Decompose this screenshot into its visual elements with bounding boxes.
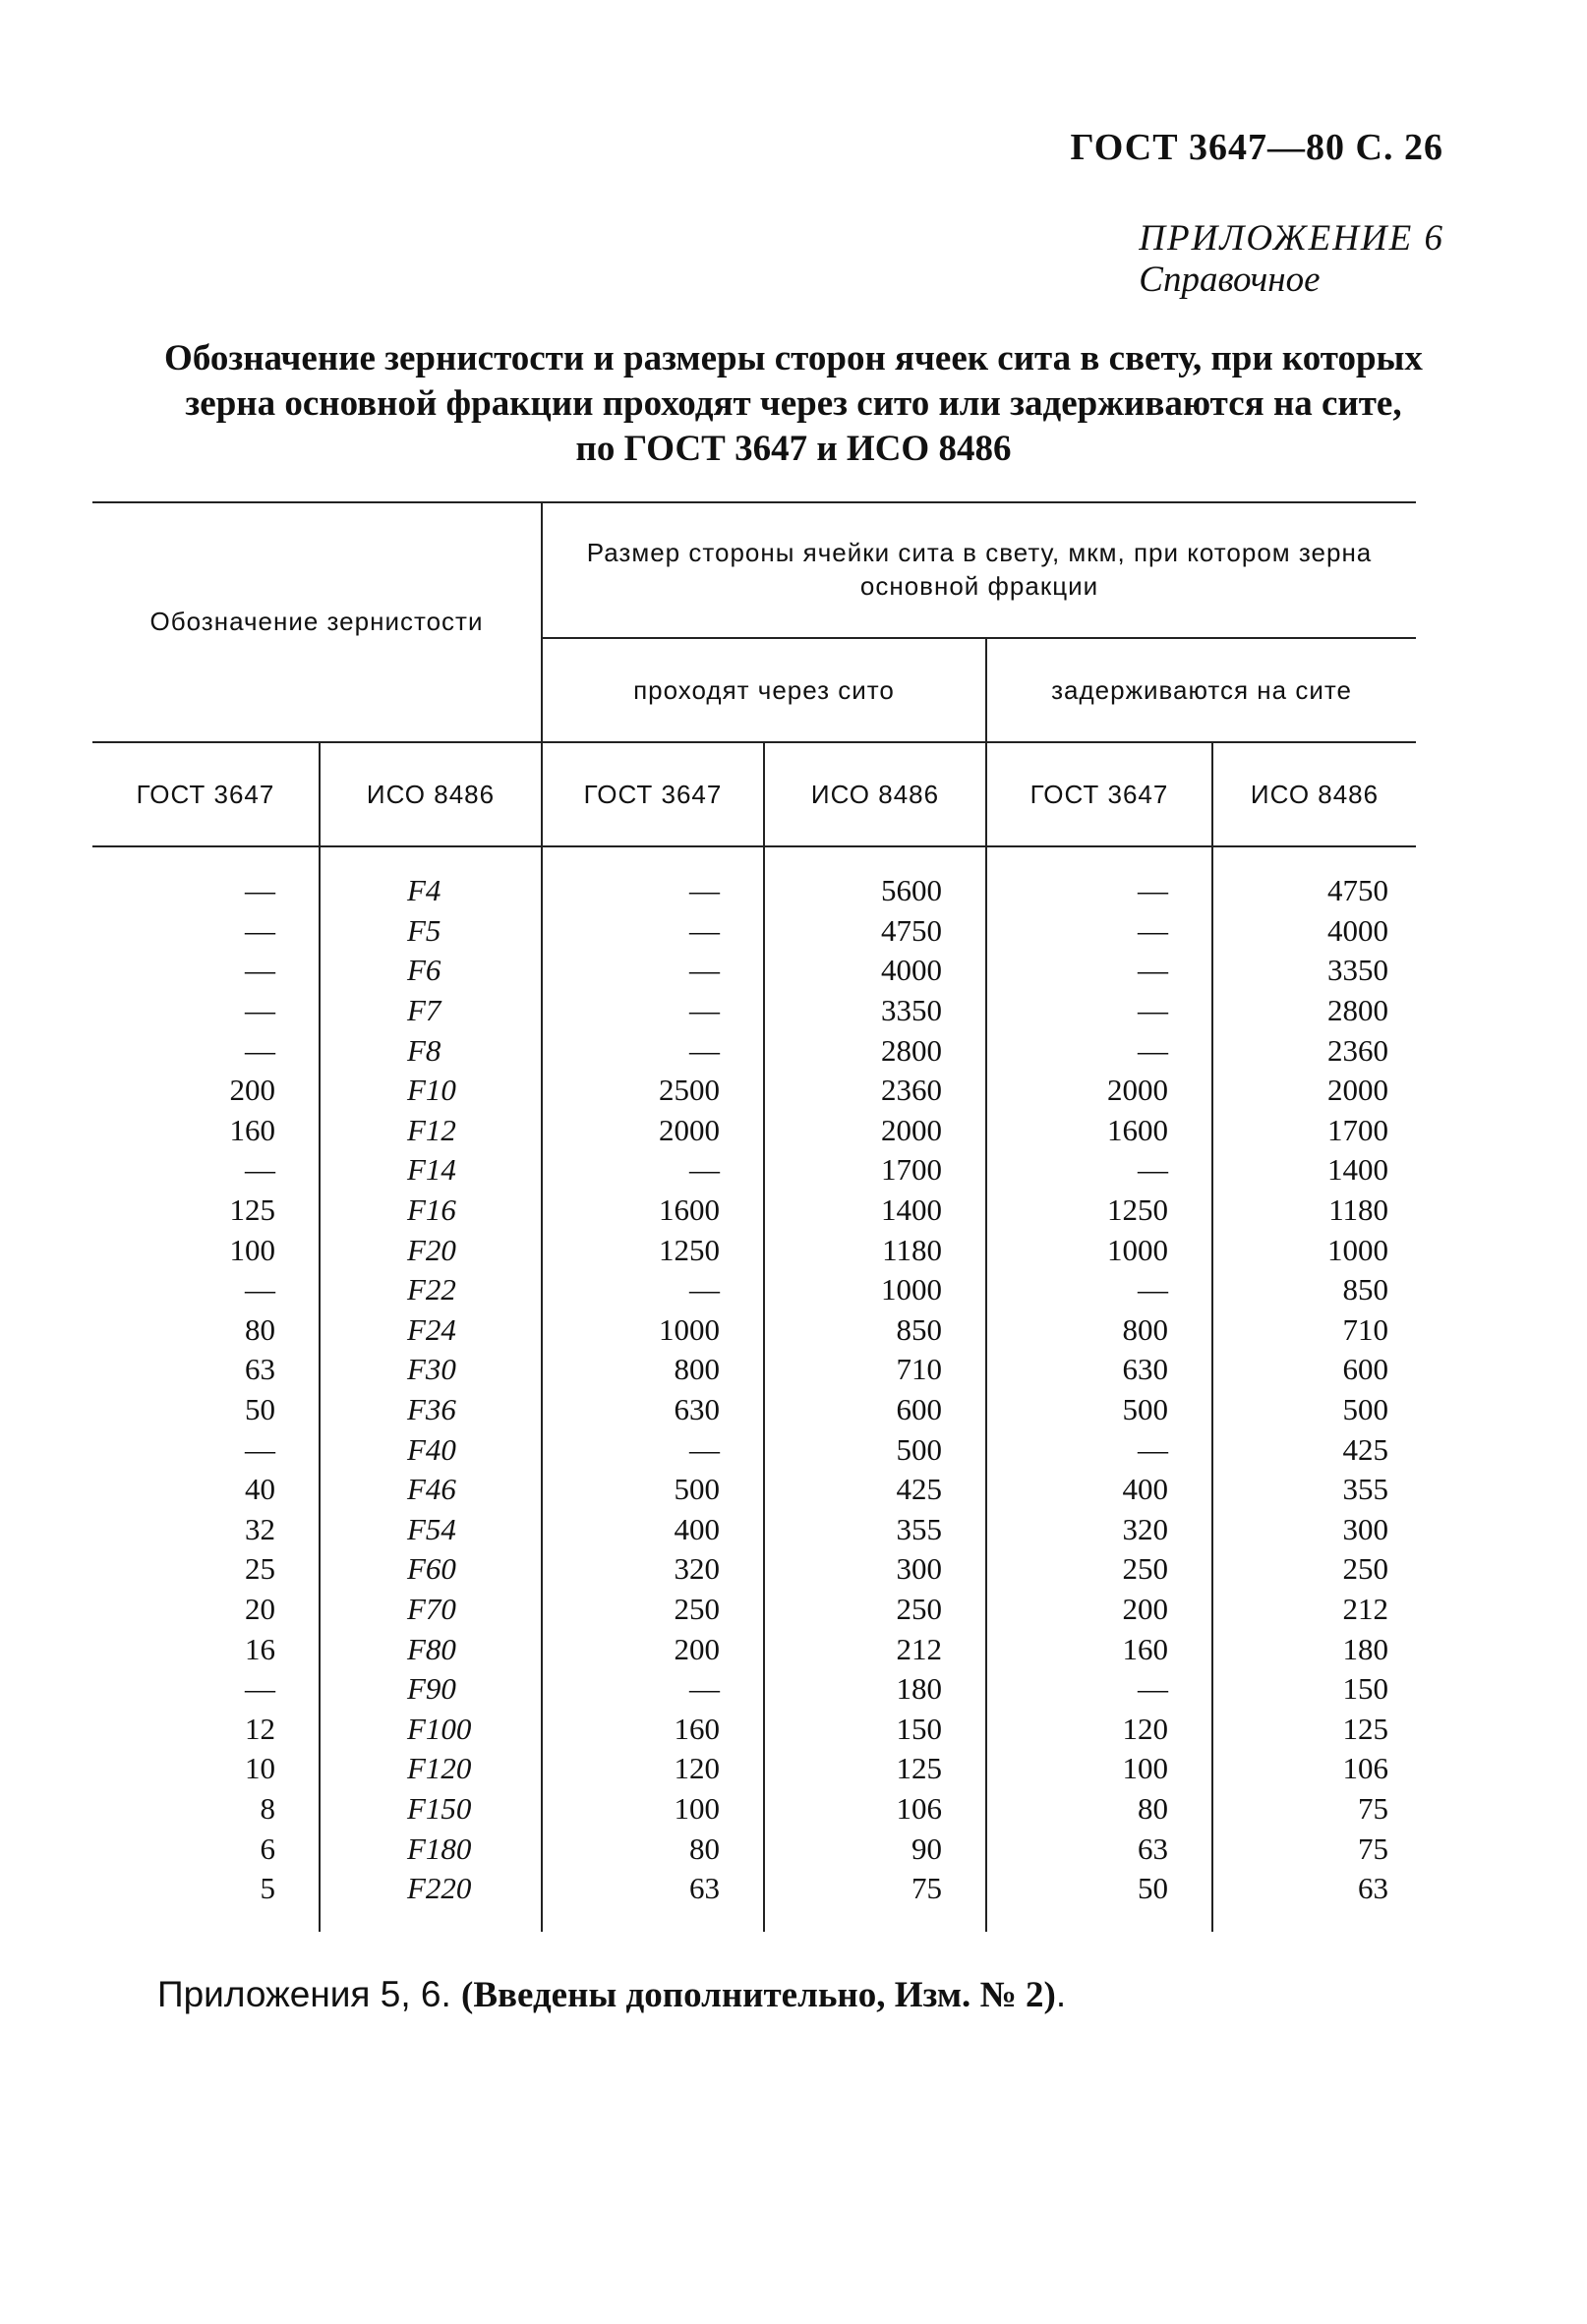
cell-pass-iso: 2000	[764, 1111, 986, 1151]
cell-iso: F46	[320, 1470, 542, 1510]
cell-iso: F80	[320, 1629, 542, 1669]
cell-gost: 80	[245, 1311, 275, 1347]
cell-gost: 25	[245, 1551, 275, 1587]
cell-iso: F10	[320, 1071, 542, 1111]
cell-retain-gost: —	[986, 1030, 1212, 1071]
cell-gost: —	[245, 1272, 275, 1307]
cell-pass-iso: 4750	[764, 911, 986, 952]
cell-pass-gost: —	[542, 1150, 764, 1191]
cell-retain-iso: 63	[1212, 1869, 1416, 1933]
cell-pass-gost: —	[542, 1270, 764, 1310]
col-header-retain-iso: ИСО 8486	[1212, 742, 1416, 846]
appendix-type: Справочное	[1139, 260, 1321, 300]
cell-iso: F20	[320, 1230, 542, 1270]
cell-pass-gost: 400	[542, 1510, 764, 1550]
cell-retain-gost: 1250	[986, 1191, 1212, 1231]
cell-retain-gost: —	[986, 1150, 1212, 1191]
cell-iso: F40	[320, 1429, 542, 1470]
cell-retain-gost: —	[986, 1270, 1212, 1310]
cell-pass-iso: 2360	[764, 1071, 986, 1111]
cell-retain-iso: 75	[1212, 1829, 1416, 1869]
table-row	[92, 1111, 1416, 1151]
table-row	[92, 1669, 1416, 1710]
table-row	[92, 1709, 1416, 1749]
cell-pass-iso: 710	[764, 1350, 986, 1390]
cell-retain-gost: 400	[986, 1470, 1212, 1510]
cell-gost: 125	[229, 1192, 275, 1228]
cell-retain-gost: —	[986, 846, 1212, 911]
appendix-label: ПРИЛОЖЕНИЕ 6	[1139, 218, 1444, 259]
cell-retain-gost: 320	[986, 1510, 1212, 1550]
cell-pass-gost: 1250	[542, 1230, 764, 1270]
footnote-prefix: Приложения 5, 6.	[157, 1974, 462, 2014]
cell-iso: F14	[320, 1150, 542, 1191]
cell-iso: F4	[320, 846, 542, 911]
cell-iso: F220	[320, 1869, 542, 1933]
table-row	[92, 1350, 1416, 1390]
cell-retain-iso: 1400	[1212, 1150, 1416, 1191]
cell-pass-gost: 200	[542, 1629, 764, 1669]
table-row	[92, 1310, 1416, 1351]
title-line-2: зерна основной фракции проходят через сито или задерживаются на сите,	[185, 383, 1402, 424]
cell-pass-gost: —	[542, 846, 764, 911]
cell-retain-gost: 800	[986, 1310, 1212, 1351]
col-header-gost: ГОСТ 3647	[92, 742, 320, 846]
cell-gost: —	[245, 873, 275, 908]
table-row	[92, 846, 1416, 911]
cell-retain-iso: 2360	[1212, 1030, 1416, 1071]
cell-iso: F8	[320, 1030, 542, 1071]
cell-iso: F24	[320, 1310, 542, 1351]
cell-gost: —	[245, 1671, 275, 1707]
cell-gost: 32	[245, 1511, 275, 1546]
cell-retain-iso: 1000	[1212, 1230, 1416, 1270]
table-row	[92, 1829, 1416, 1869]
table-row	[92, 1071, 1416, 1111]
cell-retain-iso: 2000	[1212, 1071, 1416, 1111]
cell-gost: —	[245, 993, 275, 1028]
grain-size-table	[92, 501, 1416, 1932]
cell-iso: F150	[320, 1789, 542, 1830]
cell-retain-gost: 630	[986, 1350, 1212, 1390]
cell-retain-iso: 180	[1212, 1629, 1416, 1669]
cell-pass-iso: 425	[764, 1470, 986, 1510]
cell-iso: F7	[320, 991, 542, 1031]
cell-pass-iso: 75	[764, 1869, 986, 1933]
cell-gost: 12	[245, 1711, 275, 1746]
cell-gost: 10	[245, 1751, 275, 1786]
footnote-suffix: .	[1055, 1974, 1067, 2014]
cell-pass-gost: —	[542, 1429, 764, 1470]
cell-pass-iso: 600	[764, 1390, 986, 1430]
cell-gost: 100	[229, 1232, 275, 1267]
cell-retain-iso: 150	[1212, 1669, 1416, 1710]
cell-iso: F180	[320, 1829, 542, 1869]
table-row	[92, 1150, 1416, 1191]
cell-pass-iso: 3350	[764, 991, 986, 1031]
cell-iso: F60	[320, 1549, 542, 1590]
cell-pass-iso: 212	[764, 1629, 986, 1669]
cell-pass-gost: 160	[542, 1709, 764, 1749]
table-row	[92, 951, 1416, 991]
title-line-1: Обозначение зернистости и размеры сторон ячеек сита в свету, при которых	[164, 338, 1423, 378]
col-header-iso: ИСО 8486	[320, 742, 542, 846]
cell-pass-iso: 180	[764, 1669, 986, 1710]
cell-gost: 5	[260, 1871, 275, 1906]
cell-pass-gost: 800	[542, 1350, 764, 1390]
table-row	[92, 1030, 1416, 1071]
table-row	[92, 1869, 1416, 1933]
cell-pass-iso: 300	[764, 1549, 986, 1590]
cell-pass-iso: 1000	[764, 1270, 986, 1310]
cell-retain-gost: 500	[986, 1390, 1212, 1430]
cell-retain-iso: 75	[1212, 1789, 1416, 1830]
cell-iso: F70	[320, 1590, 542, 1630]
cell-iso: F36	[320, 1390, 542, 1430]
cell-pass-iso: 4000	[764, 951, 986, 991]
header-sieve-size: Размер стороны ячейки сита в свету, мкм, при котором зерна основной фракции	[542, 501, 1416, 638]
cell-gost: 6	[260, 1830, 275, 1866]
cell-pass-iso: 1700	[764, 1150, 986, 1191]
appendix-block	[1139, 218, 1444, 301]
cell-retain-iso: 425	[1212, 1429, 1416, 1470]
cell-gost: —	[245, 1431, 275, 1467]
table-row	[92, 1270, 1416, 1310]
cell-gost: 20	[245, 1591, 275, 1626]
cell-pass-gost: —	[542, 991, 764, 1031]
title-line-3: по ГОСТ 3647 и ИСО 8486	[575, 429, 1012, 469]
cell-retain-iso: 4750	[1212, 846, 1416, 911]
cell-pass-gost: 120	[542, 1749, 764, 1789]
cell-pass-iso: 150	[764, 1709, 986, 1749]
cell-iso: F5	[320, 911, 542, 952]
table-row	[92, 1230, 1416, 1270]
cell-retain-iso: 600	[1212, 1350, 1416, 1390]
cell-retain-iso: 500	[1212, 1390, 1416, 1430]
table-row	[92, 1549, 1416, 1590]
table-row	[92, 991, 1416, 1031]
cell-retain-gost: 100	[986, 1749, 1212, 1789]
cell-pass-iso: 125	[764, 1749, 986, 1789]
cell-retain-gost: 50	[986, 1869, 1212, 1933]
cell-retain-gost: 2000	[986, 1071, 1212, 1111]
table-row	[92, 1749, 1416, 1789]
cell-retain-iso: 125	[1212, 1709, 1416, 1749]
cell-retain-gost: —	[986, 1669, 1212, 1710]
cell-retain-gost: —	[986, 951, 1212, 991]
cell-retain-iso: 212	[1212, 1590, 1416, 1630]
cell-retain-iso: 2800	[1212, 991, 1416, 1031]
cell-pass-gost: 80	[542, 1829, 764, 1869]
cell-pass-gost: 1000	[542, 1310, 764, 1351]
cell-pass-iso: 1400	[764, 1191, 986, 1231]
cell-retain-iso: 355	[1212, 1470, 1416, 1510]
cell-iso: F120	[320, 1749, 542, 1789]
cell-pass-gost: 100	[542, 1789, 764, 1830]
cell-retain-iso: 1700	[1212, 1111, 1416, 1151]
table-row	[92, 1429, 1416, 1470]
header-pass: проходят через сито	[542, 638, 986, 742]
header-designation: Обозначение зернистости	[92, 501, 542, 742]
header-retain: задерживаются на сите	[986, 638, 1416, 742]
cell-iso: F30	[320, 1350, 542, 1390]
cell-iso: F6	[320, 951, 542, 991]
cell-retain-gost: 120	[986, 1709, 1212, 1749]
cell-pass-gost: 63	[542, 1869, 764, 1933]
table-row	[92, 1590, 1416, 1630]
table-body	[92, 846, 1416, 1932]
cell-retain-iso: 3350	[1212, 951, 1416, 991]
cell-pass-iso: 1180	[764, 1230, 986, 1270]
cell-retain-iso: 4000	[1212, 911, 1416, 952]
cell-retain-gost: 1000	[986, 1230, 1212, 1270]
cell-pass-iso: 2800	[764, 1030, 986, 1071]
cell-pass-gost: —	[542, 911, 764, 952]
cell-pass-gost: —	[542, 1030, 764, 1071]
table-row	[92, 1510, 1416, 1550]
cell-pass-iso: 500	[764, 1429, 986, 1470]
cell-gost: 200	[229, 1073, 275, 1108]
cell-pass-iso: 106	[764, 1789, 986, 1830]
table-row	[92, 911, 1416, 952]
cell-pass-gost: 250	[542, 1590, 764, 1630]
footnote	[157, 1974, 1066, 2016]
col-header-retain-gost: ГОСТ 3647	[986, 742, 1212, 846]
cell-pass-iso: 250	[764, 1590, 986, 1630]
cell-gost: —	[245, 912, 275, 948]
cell-iso: F100	[320, 1709, 542, 1749]
cell-gost: —	[245, 1152, 275, 1188]
footnote-bold: (Введены дополнительно, Изм. № 2)	[461, 1975, 1056, 2015]
cell-pass-gost: 500	[542, 1470, 764, 1510]
table-row	[92, 1789, 1416, 1830]
cell-pass-gost: 1600	[542, 1191, 764, 1231]
cell-pass-gost: 2000	[542, 1111, 764, 1151]
cell-gost: 8	[260, 1790, 275, 1826]
cell-pass-gost: 630	[542, 1390, 764, 1430]
table-row	[92, 1470, 1416, 1510]
cell-retain-gost: 63	[986, 1829, 1212, 1869]
cell-pass-iso: 5600	[764, 846, 986, 911]
cell-iso: F90	[320, 1669, 542, 1710]
cell-gost: —	[245, 953, 275, 988]
cell-retain-gost: 80	[986, 1789, 1212, 1830]
cell-retain-gost: 160	[986, 1629, 1212, 1669]
col-header-pass-gost: ГОСТ 3647	[542, 742, 764, 846]
cell-pass-iso: 355	[764, 1510, 986, 1550]
cell-iso: F16	[320, 1191, 542, 1231]
cell-retain-iso: 300	[1212, 1510, 1416, 1550]
cell-retain-iso: 250	[1212, 1549, 1416, 1590]
cell-retain-iso: 106	[1212, 1749, 1416, 1789]
cell-gost: 50	[245, 1392, 275, 1427]
cell-gost: 160	[229, 1112, 275, 1147]
cell-pass-gost: 320	[542, 1549, 764, 1590]
cell-pass-gost: 2500	[542, 1071, 764, 1111]
table-row	[92, 1629, 1416, 1669]
cell-pass-iso: 850	[764, 1310, 986, 1351]
cell-retain-gost: 250	[986, 1549, 1212, 1590]
cell-iso: F54	[320, 1510, 542, 1550]
cell-retain-gost: —	[986, 911, 1212, 952]
cell-gost: 40	[245, 1472, 275, 1507]
cell-retain-gost: 200	[986, 1590, 1212, 1630]
cell-pass-iso: 90	[764, 1829, 986, 1869]
table-row	[92, 1390, 1416, 1430]
cell-iso: F12	[320, 1111, 542, 1151]
cell-retain-gost: 1600	[986, 1111, 1212, 1151]
cell-retain-gost: —	[986, 1429, 1212, 1470]
table-title	[79, 336, 1508, 472]
cell-iso: F22	[320, 1270, 542, 1310]
cell-gost: —	[245, 1032, 275, 1068]
cell-retain-gost: —	[986, 991, 1212, 1031]
cell-retain-iso: 1180	[1212, 1191, 1416, 1231]
cell-retain-iso: 850	[1212, 1270, 1416, 1310]
cell-gost: 63	[245, 1352, 275, 1387]
col-header-pass-iso: ИСО 8486	[764, 742, 986, 846]
document-reference: ГОСТ 3647—80 С. 26	[1070, 127, 1443, 168]
cell-pass-gost: —	[542, 951, 764, 991]
table-row	[92, 1191, 1416, 1231]
cell-pass-gost: —	[542, 1669, 764, 1710]
cell-gost: 16	[245, 1631, 275, 1666]
cell-retain-iso: 710	[1212, 1310, 1416, 1351]
